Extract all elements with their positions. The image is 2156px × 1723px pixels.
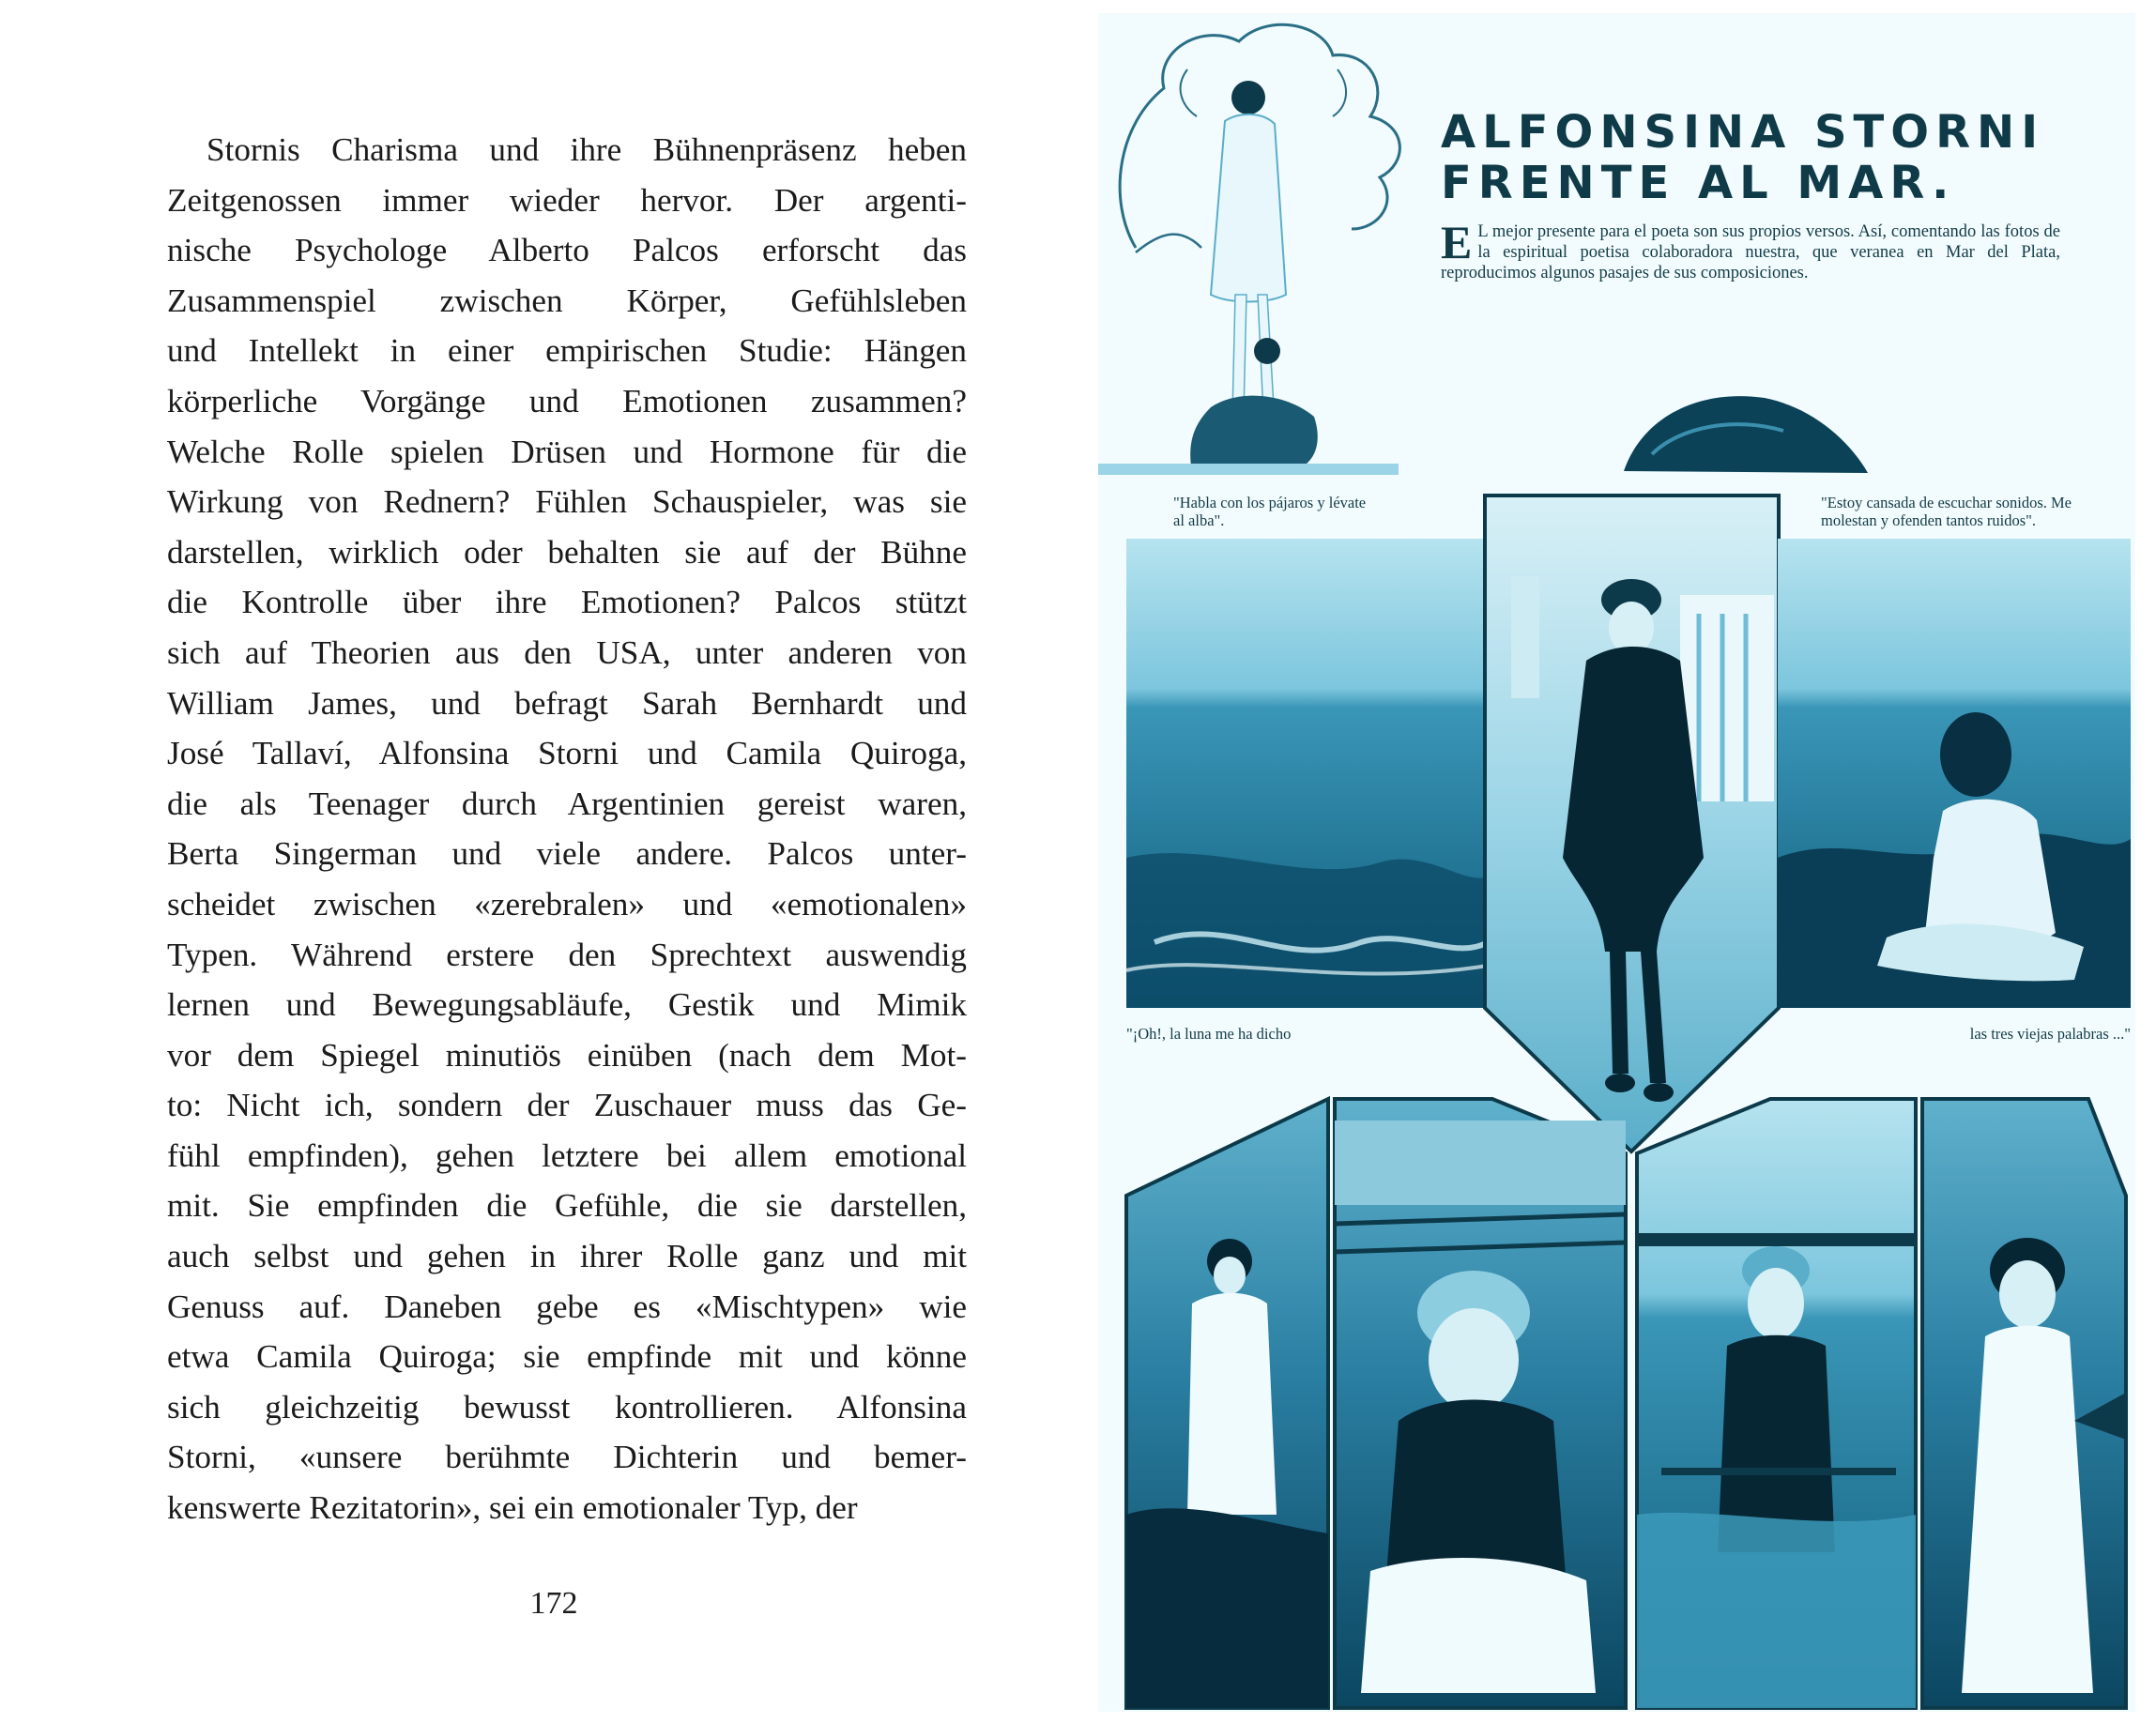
photo-bathing-in-water (1637, 1099, 1916, 1708)
headline-line-1: ALFONSINA STORNI (1441, 106, 2045, 159)
text-line: auch selbst und gehen in ihrer Rolle ganz und mit (167, 1238, 967, 1275)
text-line: fühl empfinden), gehen letztere bei allem emotional (167, 1136, 967, 1174)
caption-top-right: "Estoy cansada de escuchar sonidos. Me molestan y ofenden tantos ruidos". (1821, 494, 2072, 529)
magazine-headline (1441, 107, 2079, 208)
text-line: scheidet zwischen «zerebralen» und «emotionalen» (167, 885, 967, 922)
caption-middle-left: "¡Oh!, la luna me ha dicho (1126, 1025, 1292, 1043)
text-line: Storni, «unsere berühmte Dichterin und bemer- (167, 1439, 967, 1476)
text-line: sich auf Theorien aus den USA, unter anderen von (167, 633, 967, 671)
photo-bathing-cap-seated (1335, 1099, 1626, 1708)
text-line: William James, und befragt Sarah Bernhardt und (167, 684, 967, 722)
photo-beach-white-dress (1126, 1099, 1328, 1708)
text-line: und Intellekt in einer empirischen Studie: Hängen (167, 332, 967, 370)
magazine-clipping (1098, 13, 2135, 1712)
text-line: Stornis Charisma und ihre Bühnenpräsenz heben (206, 131, 967, 168)
photo-smiling-white-dress (1922, 1099, 2126, 1708)
text-line: vor dem Spiegel minutiös einüben (nach dem Mot- (167, 1036, 967, 1074)
body-paragraph (167, 125, 967, 1533)
text-line: José Tallaví, Alfonsina Storni und Camila Quiroga, (167, 735, 967, 772)
text-line: Wirkung von Rednern? Fühlen Schauspieler, was sie (167, 483, 967, 521)
headline-line-2: FRENTE AL MAR. (1441, 157, 1956, 209)
text-line: Genuss auf. Daneben gebe es «Mischtypen» wie (167, 1288, 967, 1325)
text-line: lernen und Bewegungsabläufe, Gestik und Mimik (167, 986, 967, 1024)
photo-promenade-portrait (1485, 496, 1779, 1151)
text-line: darstellen, wirklich oder behalten sie auf der Bühne (167, 533, 967, 571)
text-line: kenswerte Rezitatorin», sei ein emotionaler Typ, der (167, 1489, 858, 1527)
photo-sea-left (1126, 539, 1488, 1008)
caption-top-left: "Habla con los pájaros y lévate al alba". (1173, 494, 1367, 529)
intro-text: L mejor presente para el poeta son sus propios versos. Así, comentando las fotos de la espiritual poetisa colaboradora nuestra, que veranea en Mar del Plata, reproducimos algunos pasajes de sus composiciones. (1441, 222, 2060, 282)
text-line: to: Nicht ich, sondern der Zuschauer muss das Ge- (167, 1087, 967, 1124)
photo-rocks-seated (1778, 539, 2131, 1008)
text-line: Typen. Während erstere den Sprechtext auswendig (167, 936, 967, 973)
caption-middle-right: las tres viejas palabras ..." (1969, 1025, 2131, 1043)
rock-illustration (1624, 396, 1868, 473)
text-line: Zeitgenossen immer wieder hervor. Der argenti- (167, 181, 967, 219)
magazine-intro (1441, 216, 2060, 283)
right-book-page (1079, 0, 2156, 1723)
text-line: Zusammenspiel zwischen Körper, Gefühlsleben (167, 282, 967, 319)
text-line: körperliche Vorgänge und Emotionen zusammen? (167, 382, 967, 419)
text-line: die als Teenager durch Argentinien gereist waren, (167, 785, 967, 822)
text-line: etwa Camila Quiroga; sie empfinde mit und könne (167, 1338, 967, 1376)
text-line: Berta Singerman und viele andere. Palcos unter- (167, 835, 967, 873)
text-line: mit. Sie empfinden die Gefühle, die sie darstellen, (167, 1187, 967, 1225)
cloud-frame-illustration (1098, 24, 1399, 475)
text-line: nische Psychologe Alberto Palcos erforscht das (167, 232, 967, 269)
page-number: 172 (529, 1586, 578, 1621)
text-line: sich gleichzeitig bewusst kontrollieren. Alfonsina (167, 1388, 967, 1426)
intro-dropcap: E (1441, 216, 1473, 268)
text-line: Welche Rolle spielen Drüsen und Hormone für die (167, 433, 967, 470)
text-line: die Kontrolle über ihre Emotionen? Palcos stützt (167, 584, 967, 621)
left-book-page (0, 0, 1070, 1723)
